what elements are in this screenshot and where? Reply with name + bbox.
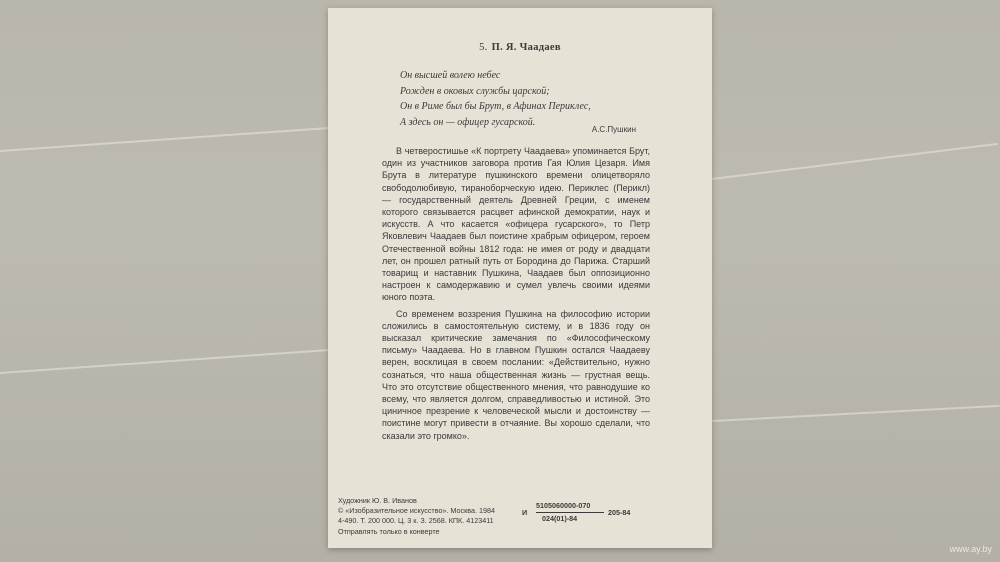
code-denominator: 024(01)-84: [542, 514, 578, 523]
poem-line: Он в Риме был бы Брут, в Афинах Периклес,: [400, 101, 591, 112]
wood-grain: [0, 349, 329, 374]
wood-grain: [0, 127, 329, 152]
code-suffix: 205-84: [608, 508, 631, 517]
poem-line: Рожден в оковых службы царской;: [400, 85, 550, 97]
commentary-text: [382, 145, 650, 446]
poem-author: А.С.Пушкин: [591, 125, 636, 134]
watermark: www.ay.by: [949, 544, 992, 554]
card-heading: [328, 42, 712, 53]
imprint-line: Отправлять только в конверте: [338, 526, 440, 536]
epigraph-poem: [400, 68, 591, 130]
heading-title: П. Я. Чаадаев: [491, 42, 561, 53]
wood-grain: [712, 405, 1000, 422]
imprint: [338, 496, 495, 537]
paragraph: Со временем воззрения Пушкина на философию истории сложились в самостоятельную систему, и в 1836 году он высказал критические замечания по «Философическому письму» Чаадаева. Но в главном Пушкин остался Чаадаеву верен, восклицая в своем послании: «Действительно, нужно сознаться, что наша общественная жизнь — грустная вещь. Что это отсутствие общественного мнения, что равнодушие ко всему, что является долгом, справедливостью и истиной. Это циничное презрение к человеческой мысли и достоинству — поистине могут привести в отчаяние. Вы хорошо сделали, что сказали это громко».: [382, 308, 650, 441]
poem-line: Он высшей волею небес: [400, 70, 501, 81]
poem-line: А здесь он — офицер гусарской.: [400, 116, 536, 128]
code-numerator: 5105060000-070: [536, 501, 591, 510]
imprint-line: Художник Ю. В. Иванов: [338, 496, 417, 505]
wood-grain: [712, 143, 998, 180]
paragraph: В четверостишье «К портрету Чаадаева» упоминается Брут, один из участников заговора против Гая Юлия Цезаря. Имя Брута в литературе пушкинского времени олицетворяло свободолюбивую, тираноборческую идею. Периклес (Перикл) — государственный деятель Древней Греции, с именем которого связывается расцвет афинской демократии, наук и искусств. А что касается «офицера гусарского», то Петр Яковлевич Чаадаев был поистине храбрым офицером, героем Отечественной войны 1812 года: не имея от роду и двадцати лет, он прошел ратный путь от Бородина до Парижа. Старший товарищ и наставник Пушкина, Чаадаев был оппозиционно настроен к самодержавию и сумел увлечь своими идеями юного поэта.: [382, 146, 650, 303]
code-letter: И: [522, 508, 528, 517]
imprint-line: 4-490. Т. 200 000. Ц. 3 к. З. 2568. КПК. 4123411: [338, 516, 494, 526]
heading-number: 5.: [479, 42, 488, 53]
code-fraction-rule: [536, 512, 604, 513]
imprint-line: © «Изобразительное искусство». Москва. 1984: [338, 506, 495, 516]
postcard: [328, 8, 712, 548]
